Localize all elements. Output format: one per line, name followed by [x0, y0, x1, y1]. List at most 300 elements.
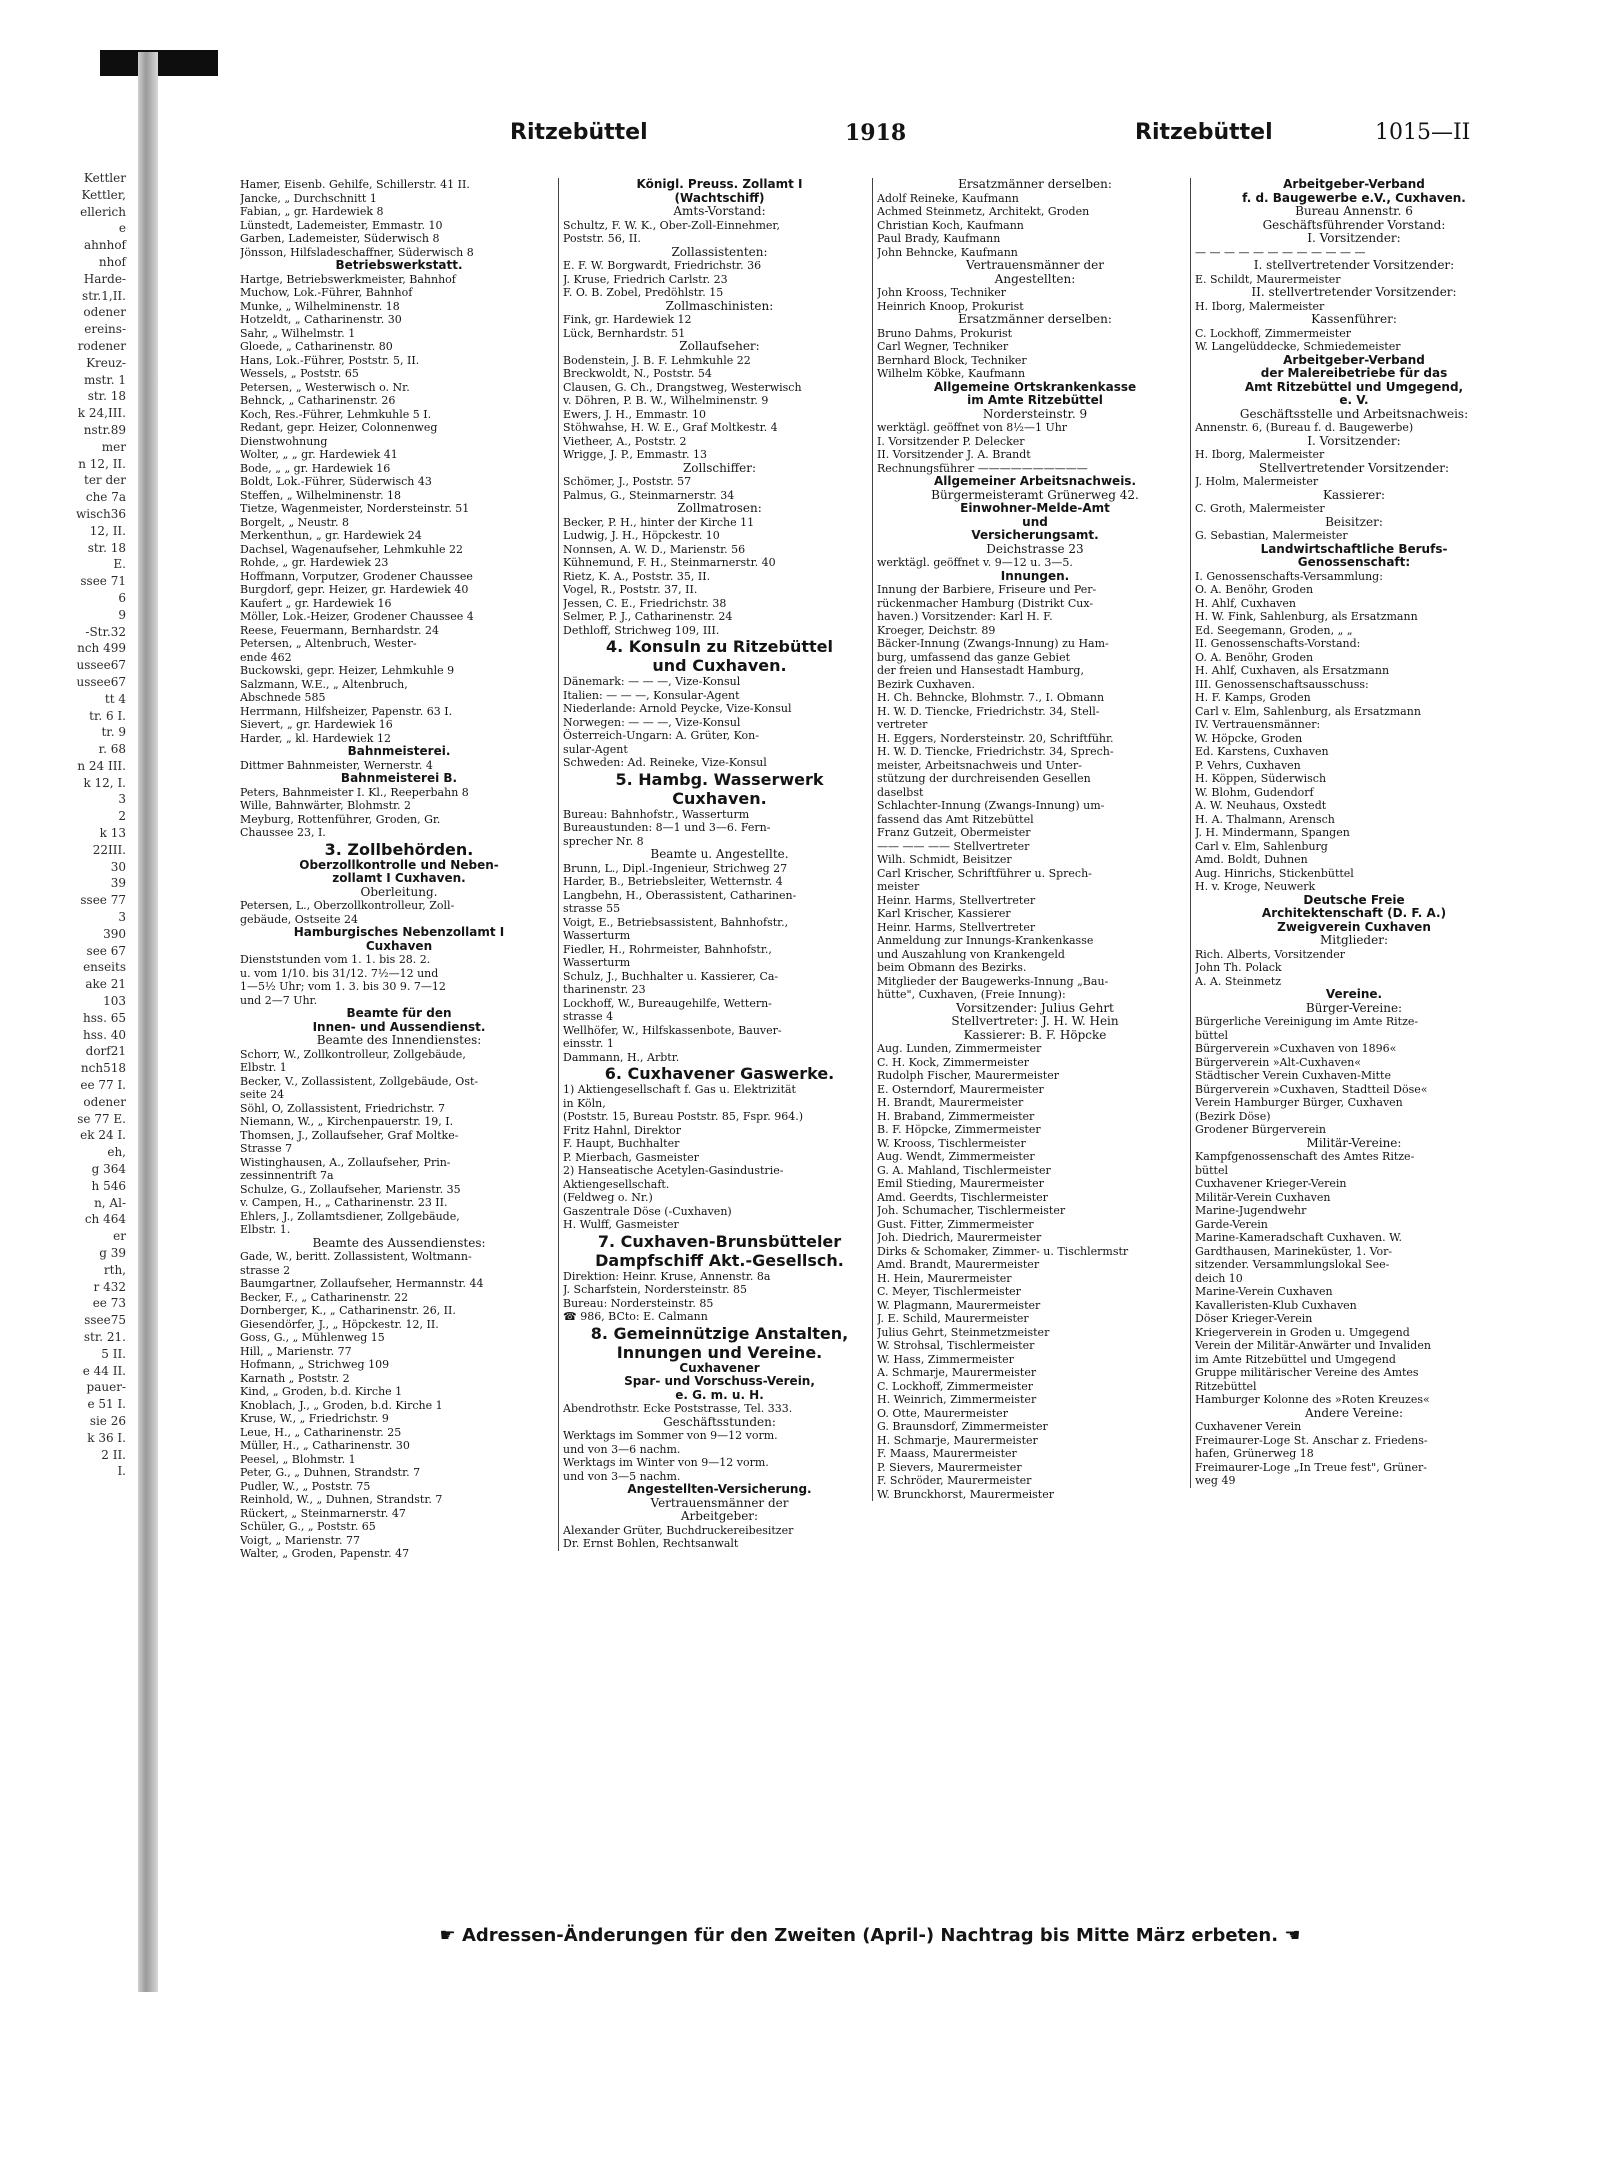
margin-fragment: 39	[110, 876, 126, 891]
directory-entry: C. Lockhoff, Zimmermeister	[877, 1379, 1033, 1393]
directory-entry: (Bezirk Döse)	[1195, 1109, 1271, 1123]
directory-entry: Cuxhavener Krieger-Verein	[1195, 1177, 1347, 1190]
margin-fragment: k 36 I.	[87, 1430, 126, 1445]
header-place-right: Ritzebüttel	[1135, 120, 1273, 145]
directory-entry: Anmeldung zur Innungs-Krankenkasse	[877, 934, 1094, 947]
directory-entry: vertreter	[877, 718, 928, 731]
directory-entry: John Krooss, Techniker	[877, 286, 1006, 299]
section-heading: e. V.	[1339, 394, 1369, 407]
directory-entry: Hartge, Betriebswerkmeister, Bahnhof	[240, 272, 456, 286]
directory-entry: Bureau: Bahnhofstr., Wasserturm	[563, 807, 750, 821]
directory-entry: daselbst	[877, 785, 924, 799]
directory-entry: Wasserturm	[563, 929, 631, 942]
section-heading: Einwohner-Melde-Amt	[960, 502, 1110, 515]
margin-fragment: ek 24 I.	[80, 1128, 126, 1143]
directory-entry: Heinrich Knoop, Prokurist	[877, 299, 1024, 313]
column-3	[872, 178, 1193, 1501]
directory-entry: Vietheer, A., Poststr. 2	[563, 434, 687, 448]
margin-fragment: ahnhof	[83, 238, 126, 253]
directory-entry: — — — — — — — — — — — —	[1195, 245, 1366, 259]
directory-entry: Petersen, „ Altenbruch, Wester-	[240, 637, 417, 650]
margin-fragment: sie 26	[89, 1413, 126, 1428]
pointing-hand-right-icon: ☚	[1284, 1925, 1301, 1946]
directory-entry: H. A. Thalmann, Arensch	[1195, 812, 1335, 826]
directory-entry: Redant, gepr. Heizer, Colonnenweg	[240, 421, 438, 434]
directory-entry: zessinnentrift 7a	[240, 1169, 334, 1182]
margin-fragment: str. 21.	[83, 1329, 126, 1344]
directory-entry: Meyburg, Rottenführer, Groden, Gr.	[240, 812, 441, 826]
directory-entry: Bode, „ „ gr. Hardewiek 16	[240, 461, 391, 475]
directory-entry: Sahr, „ Wilhelmstr. 1	[240, 326, 356, 340]
directory-entry: Peters, Bahnmeister I. Kl., Reeperbahn 8	[240, 785, 469, 799]
section-heading: f. d. Baugewerbe e.V., Cuxhaven.	[1242, 191, 1466, 205]
margin-fragment: str. 18	[87, 389, 126, 404]
section-heading: Spar- und Vorschuss-Verein,	[624, 1375, 815, 1388]
directory-entry: IV. Vertrauensmänner:	[1195, 718, 1321, 731]
section-heading: Zollassistenten:	[671, 245, 768, 259]
margin-fragment: see 67	[86, 943, 126, 958]
directory-entry: Gardthausen, Marineküster, 1. Vor-	[1195, 1244, 1393, 1258]
section-heading: II. stellvertretender Vorsitzender:	[1251, 286, 1457, 299]
directory-entry: H. Brandt, Maurermeister	[877, 1096, 1024, 1109]
directory-entry: Bürgerverein »Alt-Cuxhaven«	[1195, 1055, 1362, 1069]
margin-fragment: ssee 77	[80, 893, 126, 908]
directory-entry: Merkenthun, „ gr. Hardewiek 24	[240, 529, 422, 542]
margin-fragment: h 546	[91, 1178, 126, 1193]
margin-fragment: tr. 6 I.	[89, 708, 126, 723]
directory-entry: Koch, Res.-Führer, Lehmkuhle 5 I.	[240, 407, 432, 421]
section-heading: Ersatzmänner derselben:	[958, 313, 1112, 326]
directory-entry: strasse 2	[240, 1263, 291, 1277]
directory-entry: W. Blohm, Gudendorf	[1195, 785, 1314, 799]
directory-entry: C. Groth, Malermeister	[1195, 502, 1325, 515]
directory-entry: tharinenstr. 23	[563, 983, 646, 996]
section-heading: Bahnmeisterei B.	[340, 772, 458, 785]
section-heading: Mitglieder:	[1320, 934, 1388, 947]
directory-entry: seite 24	[240, 1088, 285, 1101]
directory-entry: Hotzeldt, „ Catharinenstr. 30	[240, 313, 402, 326]
directory-entry: P. Mierbach, Gasmeister	[563, 1150, 699, 1164]
section-heading: Deutsche Freie	[1303, 893, 1405, 907]
margin-fragment: -Str.32	[85, 624, 126, 639]
directory-entry: Burgdorf, gepr. Heizer, gr. Hardewiek 40	[240, 583, 469, 596]
directory-entry: H. Ahlf, Cuxhaven, als Ersatzmann	[1195, 664, 1390, 677]
directory-entry: P. Sievers, Maurermeister	[877, 1460, 1022, 1474]
directory-entry: Goss, G., „ Mühlenweg 15	[240, 1331, 385, 1344]
directory-entry: Strasse 7	[240, 1142, 293, 1155]
margin-fragment: dorf21	[85, 1044, 126, 1059]
margin-fragment: 6	[118, 590, 126, 605]
margin-fragment: nstr.89	[83, 422, 126, 437]
directory-entry: Harder, B., Betriebsleiter, Wetternstr. 4	[563, 875, 783, 888]
directory-entry: Dirks & Schomaker, Zimmer- u. Tischlermstr	[877, 1244, 1129, 1258]
directory-entry: Emil Stieding, Maurermeister	[877, 1177, 1044, 1190]
directory-entry: Kühnemund, F. H., Steinmarnerstr. 40	[563, 556, 776, 569]
directory-entry: Ed. Karstens, Cuxhaven	[1195, 745, 1329, 758]
section-heading: Bahnmeisterei.	[347, 745, 451, 758]
directory-entry: Dienststunden vom 1. 1. bis 28. 2.	[240, 953, 431, 966]
margin-fragment: E.	[113, 557, 126, 572]
directory-entry: Wilhelm Köbke, Kaufmann	[877, 367, 1026, 380]
directory-entry: F. Schröder, Maurermeister	[877, 1474, 1032, 1487]
directory-entry: Vogel, R., Poststr. 37, II.	[563, 583, 698, 596]
directory-entry: Hofmann, „ Strichweg 109	[240, 1358, 390, 1371]
directory-entry: und von 3—5 nachm.	[563, 1469, 681, 1483]
directory-entry: Kruse, W., „ Friedrichstr. 9	[240, 1412, 389, 1425]
footer-text: Adressen-Änderungen für den Zweiten (April-) Nachtrag bis Mitte März erbeten.	[461, 1925, 1279, 1946]
directory-entry: Giesendörfer, J., „ Höpckestr. 12, II.	[240, 1317, 439, 1331]
section-heading: 3. Zollbehörden.	[324, 839, 474, 859]
directory-entry: stützung der durchreisenden Gesellen	[877, 772, 1091, 785]
margin-fragment: er	[113, 1229, 126, 1244]
section-heading: Militär-Vereine:	[1306, 1136, 1402, 1150]
section-heading: Andere Vereine:	[1304, 1406, 1404, 1420]
directory-entry: Langbehn, H., Oberassistent, Catharinen-	[563, 888, 797, 902]
margin-fragment: str. 18	[87, 540, 126, 555]
margin-fragment: nhof	[98, 254, 126, 269]
directory-entry: Borgelt, „ Neustr. 8	[240, 515, 349, 529]
directory-entry: O. A. Benöhr, Groden	[1195, 583, 1314, 596]
directory-entry: Elbstr. 1.	[240, 1223, 291, 1236]
margin-fragment: Kreuz-	[86, 355, 126, 370]
directory-entry: v. Campen, H., „ Catharinenstr. 23 II.	[240, 1196, 448, 1209]
directory-entry: H. F. Kamps, Groden	[1195, 691, 1311, 704]
directory-entry: Wille, Bahnwärter, Blohmstr. 2	[240, 799, 412, 812]
directory-entry: W. Krooss, Tischlermeister	[877, 1136, 1026, 1150]
binding-tape	[100, 50, 218, 76]
directory-entry: weg 49	[1195, 1474, 1236, 1487]
directory-entry: strasse 55	[563, 902, 621, 915]
section-heading: Arbeitgeber-Verband	[1283, 353, 1425, 367]
directory-entry: Marine-Kameradschaft Cuxhaven. W.	[1195, 1231, 1402, 1244]
directory-entry: Kriegerverein in Groden u. Umgegend	[1195, 1325, 1410, 1339]
section-heading: Geschäftsstelle und Arbeitsnachweis:	[1239, 407, 1469, 421]
directory-entry: Dittmer Bahnmeister, Wernerstr. 4	[240, 758, 433, 772]
directory-entry: John Behncke, Kaufmann	[877, 245, 1018, 259]
section-heading: Allgemeine Ortskrankenkasse	[933, 380, 1137, 394]
section-heading: Beamte des Aussendienstes:	[312, 1236, 486, 1250]
directory-entry: 1—5½ Uhr; vom 1. 3. bis 30 9. 7—12	[240, 980, 446, 993]
directory-entry: J. E. Schild, Maurermeister	[877, 1312, 1029, 1325]
section-heading: 7. Cuxhaven-Brunsbütteler	[597, 1231, 842, 1251]
directory-entry: und von 3—6 nachm.	[563, 1442, 681, 1456]
directory-entry: Gust. Fitter, Zimmermeister	[877, 1217, 1034, 1231]
directory-entry: W. Höpcke, Groden	[1195, 731, 1303, 745]
directory-entry: G. Braunsdorf, Zimmermeister	[877, 1420, 1048, 1433]
directory-entry: Innung der Barbiere, Friseure und Per-	[877, 583, 1097, 596]
directory-entry: hütte", Cuxhaven, (Freie Innung):	[877, 988, 1066, 1001]
directory-entry: Paul Brady, Kaufmann	[877, 232, 1001, 245]
margin-fragment: tr. 9	[101, 725, 126, 740]
section-heading: Beamte für den	[346, 1007, 452, 1020]
directory-entry: (Feldweg o. Nr.)	[563, 1191, 653, 1204]
directory-entry: Dammann, H., Arbtr.	[563, 1050, 680, 1064]
section-heading: I. stellvertretender Vorsitzender:	[1253, 259, 1455, 272]
directory-entry: Becker, F., „ Catharinenstr. 22	[240, 1290, 409, 1304]
directory-entry: Garde-Verein	[1195, 1217, 1268, 1231]
directory-entry: Döser Krieger-Verein	[1195, 1312, 1313, 1325]
directory-entry: Voigt, „ Marienstr. 77	[240, 1533, 361, 1547]
directory-entry: E. Schildt, Maurermeister	[1195, 272, 1341, 286]
directory-entry: Dänemark: — — —, Vize-Konsul	[563, 675, 741, 688]
section-heading: Cuxhaven.	[672, 788, 767, 808]
directory-entry: Italien: — — —, Konsular-Agent	[563, 688, 740, 702]
margin-fragment: n 12, II.	[78, 456, 126, 471]
section-heading: Beamte u. Angestellte.	[650, 848, 789, 861]
section-heading: Zollaufseher:	[679, 340, 760, 353]
directory-entry: Gaszentrale Döse (-Cuxhaven)	[563, 1204, 732, 1218]
directory-entry: Pudler, W., „ Poststr. 75	[240, 1479, 371, 1493]
directory-entry: Marine-Jugendwehr	[1195, 1204, 1307, 1217]
directory-entry: Ehlers, J., Zollamtsdiener, Zollgebäude,	[240, 1209, 460, 1223]
directory-entry: Poststr. 56, II.	[563, 232, 641, 245]
margin-fragment: wisch36	[76, 506, 126, 521]
directory-entry: Tietze, Wagenmeister, Nordersteinstr. 51	[240, 502, 470, 515]
margin-fragment: Kettler,	[81, 187, 126, 202]
margin-fragment: n 24 III.	[77, 758, 126, 773]
section-heading: Ersatzmänner derselben:	[958, 178, 1112, 191]
directory-entry: C. Meyer, Tischlermeister	[877, 1285, 1021, 1298]
directory-entry: Hans, Lok.-Führer, Poststr. 5, II.	[240, 353, 420, 367]
directory-entry: der freien und Hansestadt Hamburg,	[877, 664, 1084, 677]
directory-entry: büttel	[1195, 1028, 1228, 1042]
directory-entry: Bureaustunden: 8—1 und 3—6. Fern-	[563, 821, 771, 834]
directory-entry: A. A. Steinmetz	[1195, 974, 1282, 988]
directory-entry: H. Ch. Behncke, Blohmstr. 7., I. Obmann	[877, 691, 1105, 704]
margin-fragment: nch 499	[77, 641, 126, 656]
directory-entry: Amd. Boldt, Duhnen	[1195, 853, 1308, 866]
directory-entry: haven.) Vorsitzender: Karl H. F.	[877, 610, 1053, 623]
header-year: 1918	[845, 120, 907, 146]
directory-entry: —— —— —— Stellvertreter	[877, 839, 1030, 853]
directory-entry: Breckwoldt, N., Poststr. 54	[563, 367, 712, 380]
margin-fragment: tt 4	[104, 691, 126, 706]
directory-entry: Jessen, C. E., Friedrichstr. 38	[563, 596, 727, 610]
directory-entry: Ludwig, J. H., Höpckestr. 10	[563, 529, 720, 542]
directory-entry: Jancke, „ Durchschnitt 1	[240, 191, 377, 205]
section-heading: Zollmatrosen:	[677, 502, 762, 515]
directory-entry: burg, umfassend das ganze Gebiet	[877, 650, 1070, 664]
directory-entry: Reese, Feuermann, Bernhardstr. 24	[240, 623, 439, 637]
directory-entry: Clausen, G. Ch., Drangstweg, Westerwisch	[563, 380, 802, 394]
directory-entry: Bruno Dahms, Prokurist	[877, 326, 1013, 340]
directory-entry: Walter, „ Groden, Papenstr. 47	[240, 1547, 410, 1560]
directory-entry: beim Obmann des Bezirks.	[877, 961, 1027, 974]
directory-entry: III. Genossenschaftsausschuss:	[1195, 677, 1369, 691]
directory-entry: Amd. Geerdts, Tischlermeister	[877, 1190, 1048, 1204]
directory-entry: Abschnede 585	[240, 691, 326, 704]
directory-entry: Christian Koch, Kaufmann	[877, 218, 1024, 232]
directory-entry: Freimaurer-Loge „In Treue fest", Grüner-	[1195, 1460, 1427, 1474]
running-header	[160, 120, 1560, 150]
directory-entry: Dr. Ernst Bohlen, Rechtsanwalt	[563, 1537, 739, 1550]
directory-entry: Hamer, Eisenb. Gehilfe, Schillerstr. 41 II.	[240, 178, 470, 191]
directory-entry: Schulz, J., Buchhalter u. Kassierer, Ca-	[563, 969, 779, 983]
directory-entry: J. Kruse, Friedrich Carlstr. 23	[563, 272, 728, 286]
section-heading: Dampfschiff Akt.-Gesellsch.	[595, 1250, 844, 1270]
directory-entry: H. W. Fink, Sahlenburg, als Ersatzmann	[1195, 610, 1418, 623]
footer-notice	[360, 1925, 1380, 1946]
directory-entry: Dachsel, Wagenaufseher, Lehmkuhle 22	[240, 542, 464, 556]
section-heading: und Cuxhaven.	[652, 656, 787, 675]
directory-entry: ☎ 986, BCto: E. Calmann	[563, 1310, 708, 1323]
directory-entry: Söhl, O, Zollassistent, Friedrichstr. 7	[240, 1101, 445, 1115]
margin-fragment: odener	[83, 305, 126, 320]
directory-entry: Munke, „ Wilhelminenstr. 18	[240, 299, 400, 313]
margin-fragment: str.1,II.	[82, 288, 126, 303]
section-heading: Innungen.	[1000, 569, 1070, 583]
margin-fragment: ussee67	[76, 658, 126, 673]
directory-entry: Petersen, „ Westerwisch o. Nr.	[240, 380, 410, 394]
margin-fragment: odener	[83, 1094, 126, 1109]
directory-entry: Österreich-Ungarn: A. Grüter, Kon-	[563, 729, 759, 742]
margin-fragment: ee 77 I.	[80, 1078, 126, 1093]
directory-entry: Schultz, F. W. K., Ober-Zoll-Einnehmer,	[563, 218, 780, 232]
column-1	[240, 178, 558, 1561]
directory-entry: Norwegen: — — —, Vize-Konsul	[563, 715, 741, 729]
directory-entry: Amd. Brandt, Maurermeister	[877, 1258, 1040, 1271]
margin-fragment: Harde-	[83, 271, 126, 286]
margin-fragment: 103	[103, 994, 126, 1009]
directory-entry: meister, Arbeitsnachweis und Unter-	[877, 758, 1082, 772]
section-heading: (Wachtschiff)	[674, 191, 765, 205]
directory-entry: Herrmann, Hilfsheizer, Papenstr. 63 I.	[240, 704, 453, 718]
directory-entry: Mitglieder der Baugewerks-Innung „Bau-	[877, 974, 1109, 988]
margin-fragment: e 44 II.	[82, 1363, 126, 1378]
section-heading: Arbeitgeber-Verband	[1283, 178, 1425, 191]
directory-entry: Boldt, Lok.-Führer, Süderwisch 43	[240, 475, 432, 488]
directory-entry: Sievert, „ gr. Hardewiek 16	[240, 718, 393, 731]
section-heading: Amts-Vorstand:	[673, 205, 766, 218]
margin-fragment: mstr. 1	[83, 372, 126, 387]
section-heading: I. Vorsitzender:	[1307, 434, 1401, 448]
section-heading: Stellvertretender Vorsitzender:	[1258, 461, 1450, 475]
margin-fragment: ee 73	[92, 1296, 126, 1311]
directory-entry: Fabian, „ gr. Hardewiek 8	[240, 205, 384, 218]
directory-entry: Julius Gehrt, Steinmetzmeister	[877, 1325, 1050, 1339]
directory-entry: W. Strohsal, Tischlermeister	[877, 1339, 1035, 1352]
directory-entry: Bezirk Cuxhaven.	[877, 677, 975, 691]
directory-entry: einsstr. 1	[563, 1037, 614, 1050]
directory-entry: Carl Krischer, Schriftführer u. Sprech-	[877, 866, 1092, 880]
directory-entry: F. O. B. Zobel, Predöhlstr. 15	[563, 286, 724, 299]
directory-entry: Joh. Schumacher, Tischlermeister	[877, 1204, 1066, 1217]
section-heading: Landwirtschaftliche Berufs-	[1260, 542, 1448, 556]
column-2	[558, 178, 876, 1551]
directory-entry: und Auszahlung von Krankengeld	[877, 947, 1065, 961]
section-heading: Hamburgisches Nebenzollamt I	[293, 926, 505, 939]
directory-entry: werktägl. geöffnet von 8½—1 Uhr	[877, 421, 1068, 434]
directory-entry: Karl Krischer, Kassierer	[877, 907, 1011, 920]
margin-fragment: Kettler	[83, 171, 126, 185]
section-heading: im Amte Ritzebüttel	[967, 394, 1103, 407]
directory-entry: im Amte Ritzebüttel und Umgegend	[1195, 1352, 1396, 1366]
section-heading: Innen- und Aussendienst.	[312, 1020, 486, 1034]
directory-entry: Dornberger, K., „ Catharinenstr. 26, II.	[240, 1304, 456, 1317]
directory-entry: Städtischer Verein Cuxhaven-Mitte	[1195, 1069, 1391, 1082]
directory-entry: W. Brunckhorst, Maurermeister	[877, 1487, 1054, 1501]
directory-entry: Gade, W., beritt. Zollassistent, Woltmann-	[240, 1250, 472, 1263]
section-heading: Angestellten-Versicherung.	[627, 1483, 812, 1496]
directory-entry: Müller, H., „ Catharinenstr. 30	[240, 1439, 410, 1452]
directory-entry: Steffen, „ Wilhelminenstr. 18	[240, 488, 402, 502]
margin-fragment: se 77 E.	[77, 1111, 126, 1126]
directory-entry: Schüler, G., „ Poststr. 65	[240, 1520, 376, 1533]
directory-entry: Annenstr. 6, (Bureau f. d. Baugewerbe)	[1195, 421, 1414, 434]
directory-entry: Peter, G., „ Duhnen, Strandstr. 7	[240, 1466, 421, 1479]
margin-fragment: ssee75	[84, 1313, 126, 1328]
directory-entry: H. v. Kroge, Neuwerk	[1195, 880, 1316, 893]
directory-entry: O. Otte, Maurermeister	[877, 1406, 1008, 1420]
margin-fragment: 9	[118, 607, 126, 622]
directory-entry: H. Iborg, Malermeister	[1195, 299, 1325, 313]
directory-entry: Leue, H., „ Catharinenstr. 25	[240, 1425, 402, 1439]
directory-entry: Lünstedt, Lademeister, Emmastr. 10	[240, 218, 443, 232]
directory-entry: G. A. Mahland, Tischlermeister	[877, 1163, 1051, 1177]
directory-entry: Rietz, K. A., Poststr. 35, II.	[563, 569, 711, 583]
directory-entry: rückenmacher Hamburg (Distrikt Cux-	[877, 596, 1094, 610]
margin-fragment: hss. 65	[83, 1010, 126, 1025]
margin-fragment: rodener	[77, 338, 126, 353]
margin-fragment: 22III.	[92, 842, 126, 857]
directory-entry: Kaufert „ gr. Hardewiek 16	[240, 596, 392, 610]
directory-entry: u. vom 1/10. bis 31/12. 7½—12 und	[240, 966, 439, 980]
directory-entry: Schweden: Ad. Reineke, Vize-Konsul	[563, 756, 767, 769]
directory-entry: und 2—7 Uhr.	[240, 993, 318, 1007]
section-heading: Nordersteinstr. 9	[982, 407, 1088, 421]
directory-entry: Carl v. Elm, Sahlenburg	[1195, 839, 1328, 853]
directory-entry: H. Hein, Maurermeister	[877, 1271, 1012, 1285]
directory-entry: Hamburger Kolonne des »Roten Kreuzes«	[1195, 1393, 1430, 1406]
margin-fragment: ssee 71	[80, 574, 126, 589]
directory-entry: W. Hass, Zimmermeister	[877, 1352, 1014, 1366]
section-heading: zollamt I Cuxhaven.	[332, 872, 466, 885]
directory-entry: Reinhold, W., „ Duhnen, Strandstr. 7	[240, 1493, 443, 1506]
directory-entry: v. Döhren, P. B. W., Wilhelminenstr. 9	[563, 394, 769, 407]
section-heading: Arbeitgeber:	[680, 1510, 759, 1523]
directory-entry: Aktiengesellschaft.	[563, 1177, 670, 1191]
directory-entry: H. Braband, Zimmermeister	[877, 1109, 1035, 1123]
margin-fragment: pauer-	[86, 1380, 126, 1395]
margin-fragment: I.	[117, 1464, 126, 1479]
directory-entry: H. W. D. Tiencke, Friedrichstr. 34, Stell-	[877, 704, 1100, 718]
directory-entry: Militär-Verein Cuxhaven	[1195, 1190, 1331, 1204]
margin-fragment: 3	[118, 910, 126, 925]
directory-entry: Ritzebüttel	[1195, 1379, 1257, 1393]
directory-entry: Becker, P. H., hinter der Kirche 11	[563, 515, 755, 529]
directory-entry: Joh. Diedrich, Maurermeister	[877, 1231, 1042, 1244]
directory-entry: H. Wulff, Gasmeister	[563, 1218, 679, 1231]
margin-fragment: n, Al-	[94, 1195, 126, 1210]
section-heading: Betriebswerkstatt.	[335, 259, 463, 272]
directory-entry: 2) Hanseatische Acetylen-Gasindustrie-	[563, 1164, 784, 1177]
section-heading: Kassierer:	[1323, 488, 1385, 502]
margin-fragment: enseits	[83, 960, 126, 975]
directory-entry: deich 10	[1195, 1271, 1243, 1285]
directory-entry: Wrigge, J. P., Emmastr. 13	[563, 448, 707, 461]
section-heading: Bürger-Vereine:	[1305, 1001, 1403, 1015]
previous-page-margin	[0, 170, 130, 2020]
directory-entry: sprecher Nr. 8	[563, 834, 644, 848]
directory-entry: I. Genossenschafts-Versammlung:	[1195, 569, 1383, 583]
directory-entry: Voigt, E., Betriebsassistent, Bahnhofstr.,	[563, 915, 789, 929]
directory-entry: werktägl. geöffnet v. 9—12 u. 3—5.	[877, 556, 1073, 569]
directory-entry: Wistinghausen, A., Zollaufseher, Prin-	[240, 1155, 451, 1169]
directory-entry: Becker, V., Zollassistent, Zollgebäude, Ost-	[240, 1074, 479, 1088]
directory-entry: Adolf Reineke, Kaufmann	[877, 191, 1019, 205]
directory-entry: Schulze, G., Zollaufseher, Marienstr. 35	[240, 1182, 461, 1196]
directory-entry: Gloede, „ Catharinenstr. 80	[240, 340, 393, 353]
